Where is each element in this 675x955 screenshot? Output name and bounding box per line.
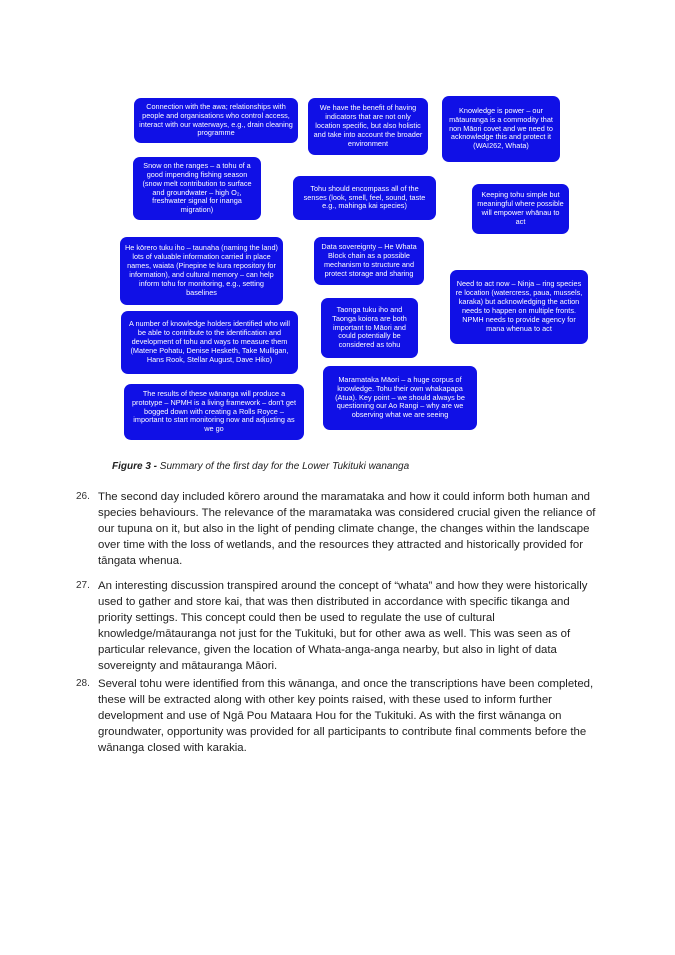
summary-box: Maramataka Māori – a huge corpus of knowledge. Tohu their own whakapapa (Atua). Key point – we should always be questioning our Ao Rangi – why are we observing what we are seeing [323, 366, 477, 430]
paragraph-number: 28. [76, 678, 90, 689]
figure-3-summary-diagram [118, 92, 583, 444]
summary-box: Taonga tuku iho and Taonga koiora are both important to Māori and could potentially be considered as tohu [321, 298, 418, 358]
summary-box: Keeping tohu simple but meaningful where possible will empower whānau to act [472, 184, 569, 234]
paragraph-number: 27. [76, 580, 90, 591]
figure-caption-text: Summary of the first day for the Lower Tukituki wananga [159, 461, 410, 472]
summary-box: We have the benefit of having indicators that are not only location specific, but also holistic and take into account the broader environment [308, 98, 428, 155]
paragraph-text: The second day included kōrero around the maramataka and how it could inform both human and species behaviours. The relevance of the maramataka was considered crucial given the reliance of our tupuna on it, but also in the light of pending climate change, the changes within the landscape over time with the loss of wetlands, and the resources they attracted and historically provided for tāngata whenua. [98, 491, 596, 567]
paragraph-27 [76, 578, 606, 674]
paragraph-28 [76, 676, 606, 756]
paragraph-number: 26. [76, 491, 90, 502]
summary-box: Tohu should encompass all of the senses (look, smell, feel, sound, taste e.g., mahinga kai species) [293, 176, 436, 220]
summary-box: The results of these wānanga will produce a prototype – NPMH is a living framework – don't get bogged down with creating a Rolls Royce – important to start monitoring now and adjusting as we go [124, 384, 304, 440]
summary-box: Need to act now – Ninja – ring species re location (watercress, paua, mussels, karaka) but acknowledging the action needs to happen on multiple fronts. NPMH needs to provide agency for mana whenua to act [450, 270, 588, 344]
paragraph-26 [76, 489, 606, 569]
summary-box: Data sovereignty – He Whata Block chain as a possible mechanism to structure and protect storage and sharing [314, 237, 424, 285]
summary-box: Connection with the awa; relationships with people and organisations who control access, interact with our waterways, e.g., drain cleaning programme [134, 98, 298, 143]
summary-box: A number of knowledge holders identified who will be able to contribute to the identification and development of tohu and ways to measure them (Matene Pohatu, Denise Hesketh, Take Mulligan, Hans Rook, Stellar August, Dave Hiko) [121, 311, 298, 374]
figure-caption [112, 461, 409, 472]
paragraph-text: An interesting discussion transpired around the concept of “whata” and how they were historically used to gather and store kai, that was then distributed in accordance with specific tikanga and priority settings. This concept could then be used to regulate the use of cultural knowledge/mātauranga not just for the Tukituki, but for other awa as well. This was seen as of particular relevance, given the location of Whata-anga-anga nearby, but also in light of data sovereignty and mātauranga Māori. [98, 580, 588, 672]
summary-box: He kōrero tuku iho – taunaha (naming the land) lots of valuable information carried in place names, waiata (Pinepine te kura repository for information), and cultural memory – can help inform tohu for monitoring, e.g., setting baselines [120, 237, 283, 305]
summary-box: Snow on the ranges – a tohu of a good impending fishing season (snow melt contribution to surface and groundwater – high O₂, freshwater signal for inanga migration) [133, 157, 261, 220]
paragraph-text: Several tohu were identified from this wānanga, and once the transcriptions have been completed, these will be extracted along with other key points raised, with these used to inform further development and use of Ngā Pou Mataara Hou for the Tukituki. As with the first wānanga on groundwater, opportunity was provided for all participants to contribute final comments before the wānanga closed with karakia. [98, 678, 594, 754]
figure-caption-label: Figure 3 - [112, 461, 160, 472]
summary-box: Knowledge is power – our mātauranga is a commodity that non Māori covet and we need to acknowledge this and protect it (WAI262, Whata) [442, 96, 560, 162]
